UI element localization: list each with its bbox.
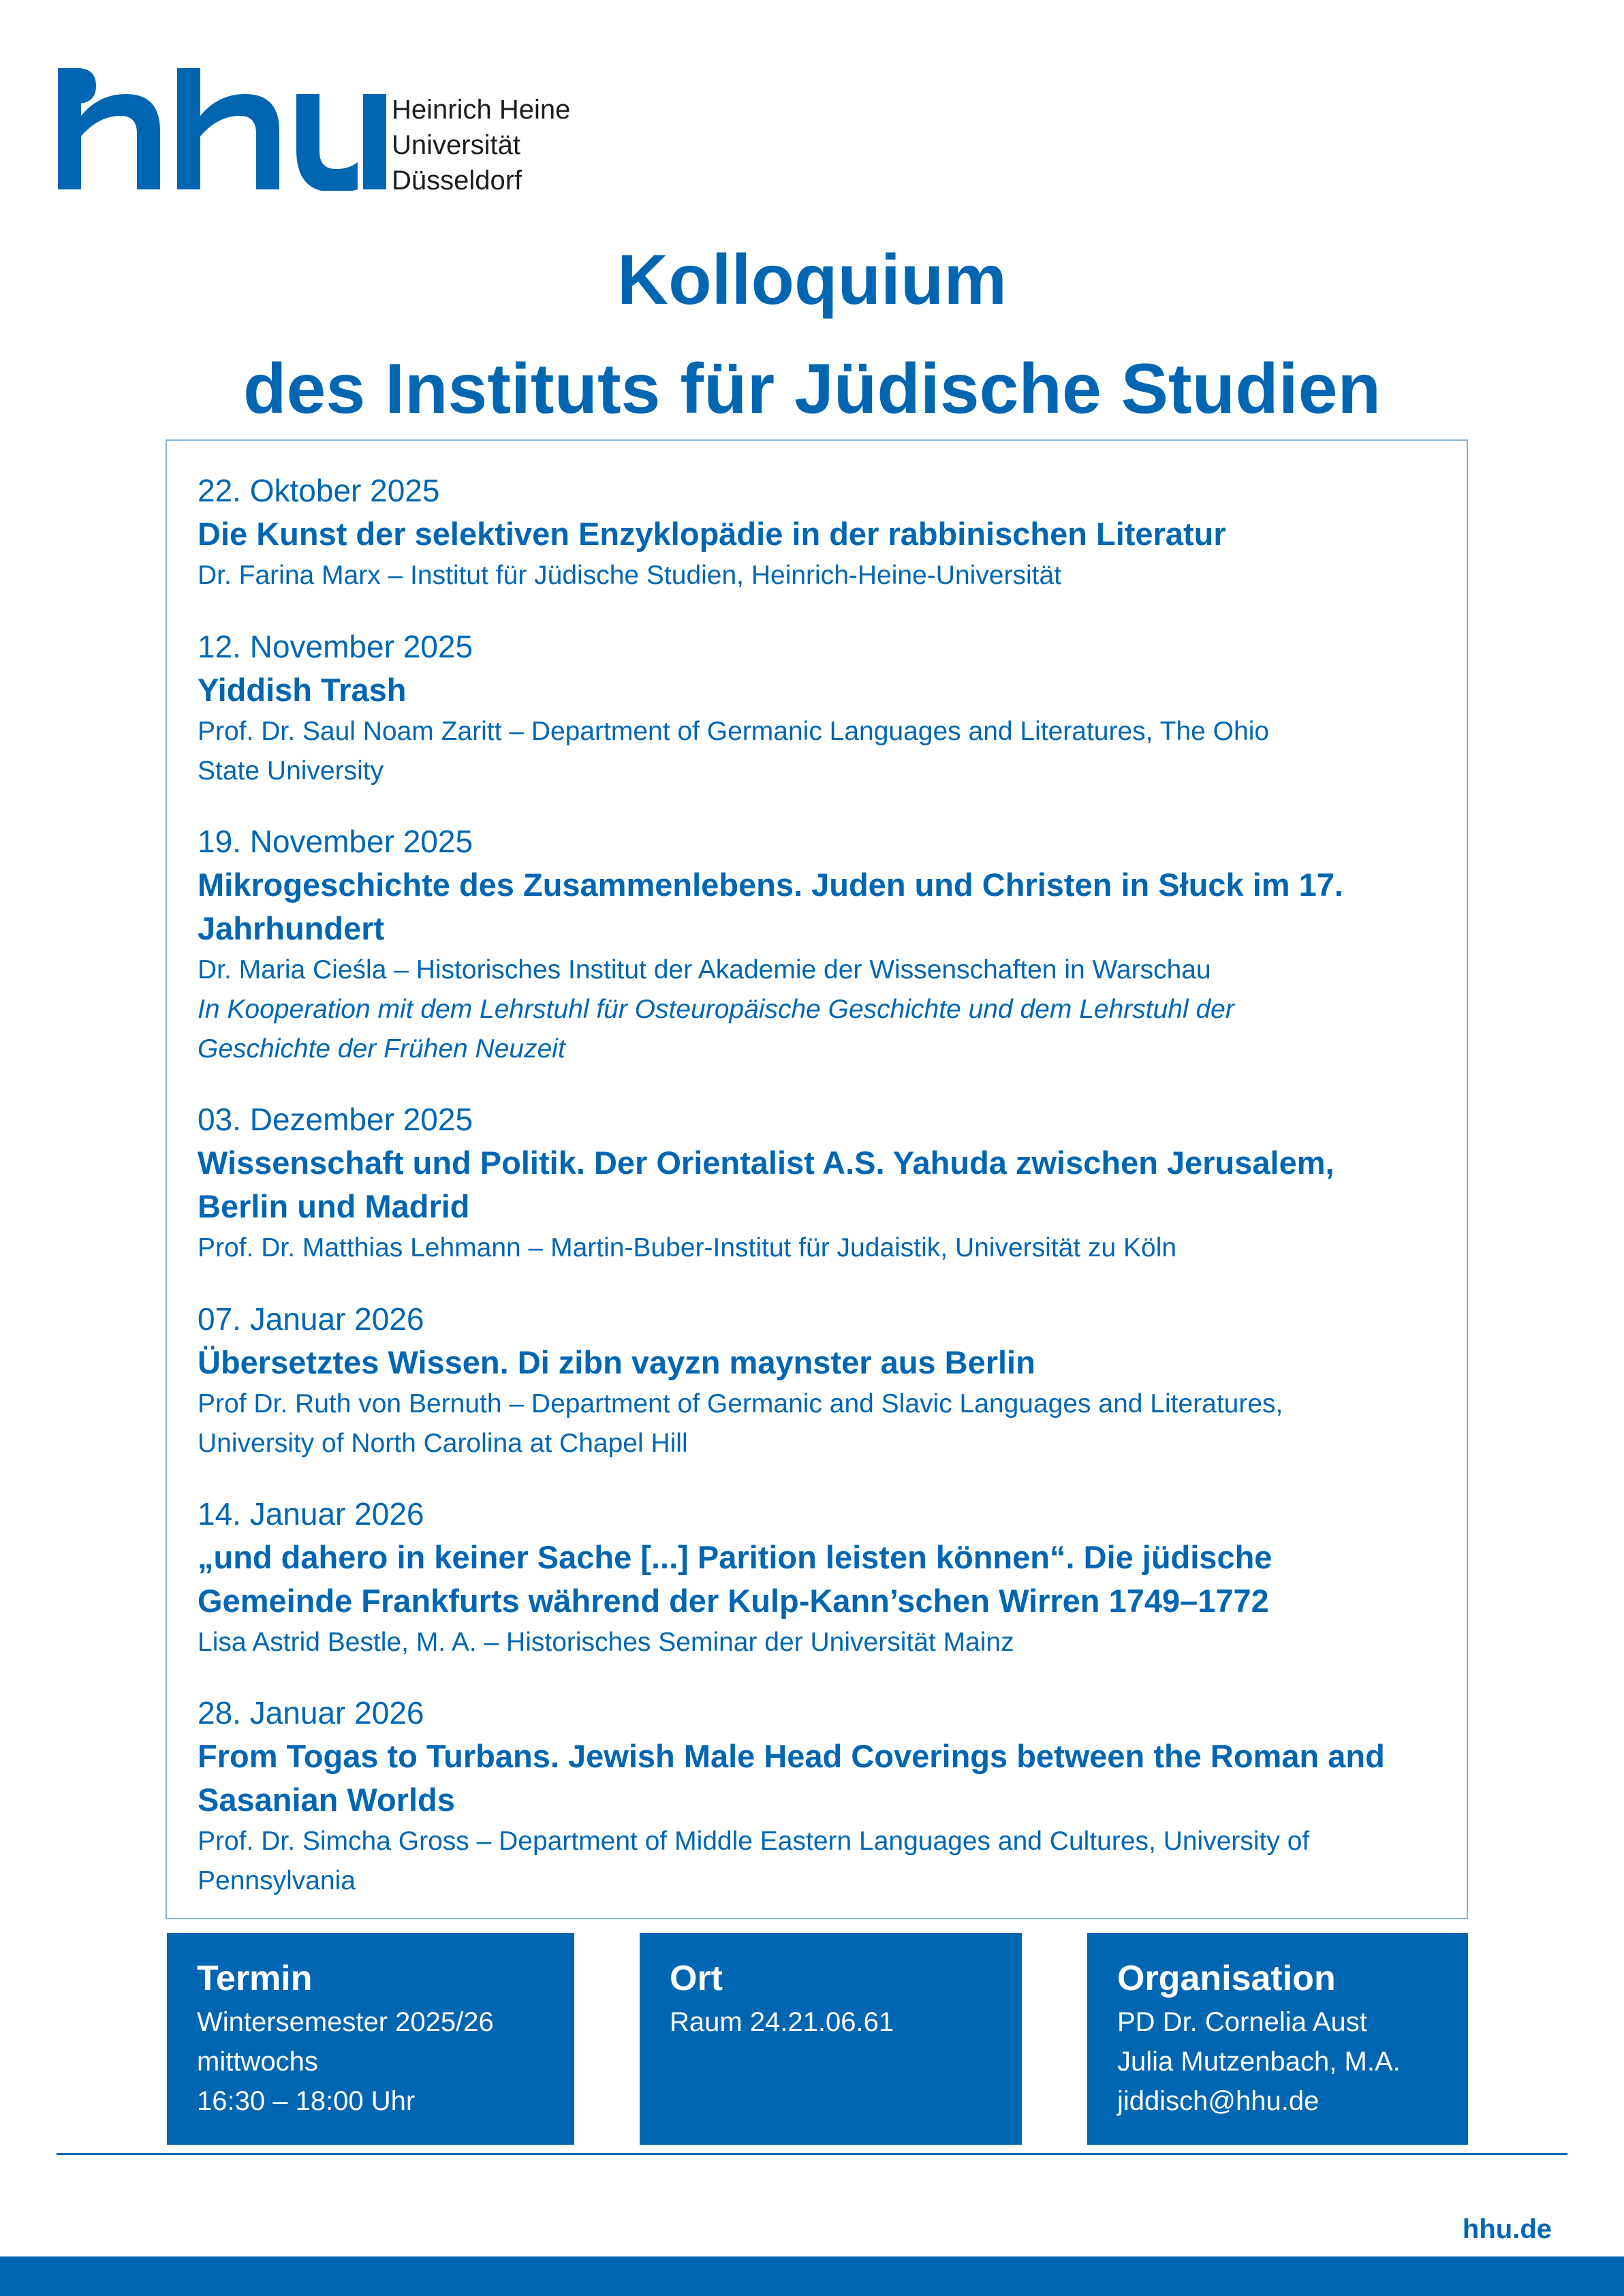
organisation-line: PD Dr. Cornelia Aust [1117, 2007, 1367, 2037]
program-entry [198, 1098, 1451, 1268]
hhu-wordmark-logo [58, 68, 358, 191]
termin-line: Wintersemester 2025/26 [197, 2007, 494, 2037]
entry-speaker: Prof. Dr. Simcha Gross – Department of Middle Eastern Languages and Cultures, University of [198, 1827, 1310, 1856]
page-title-line-1: Kolloquium [617, 241, 1007, 320]
entry-date: 03. Dezember 2025 [198, 1102, 473, 1137]
footer-url-link[interactable]: hhu.de [1462, 2214, 1552, 2244]
entry-title: Mikrogeschichte des Zusammenlebens. Juden und Christen in Słuck im 17. [198, 867, 1343, 903]
entry-title: Übersetztes Wissen. Di zibn vayzn maynster aus Berlin [198, 1344, 1035, 1380]
organisation-box [1087, 1933, 1468, 2145]
entry-speaker: Dr. Maria Cieśla – Historisches Institut der Akademie der Wissenschaften in Warschau [198, 955, 1211, 984]
university-line-1: Heinrich Heine [392, 95, 571, 125]
entry-speaker: Lisa Astrid Bestle, M. A. – Historisches Seminar der Universität Mainz [198, 1628, 1014, 1657]
program-entry [198, 1691, 1451, 1901]
ort-line: Raum 24.21.06.61 [670, 2007, 894, 2037]
footer-divider [57, 2153, 1567, 2155]
entry-date: 14. Januar 2026 [198, 1496, 424, 1532]
program-entry [198, 1297, 1451, 1463]
organisation-heading: Organisation [1117, 1959, 1336, 1998]
university-line-3: Düsseldorf [392, 166, 522, 196]
termin-line: 16:30 – 18:00 Uhr [197, 2086, 416, 2116]
entry-title: Sasanian Worlds [198, 1782, 455, 1818]
entry-date: 22. Oktober 2025 [198, 473, 440, 508]
entry-title: Gemeinde Frankfurts während der Kulp-Kann’schen Wirren 1749–1772 [198, 1583, 1269, 1619]
termin-heading: Termin [197, 1959, 313, 1998]
entry-date: 19. November 2025 [198, 824, 473, 859]
entry-speaker: State University [198, 756, 384, 786]
university-line-2: Universität [392, 130, 520, 160]
university-name [392, 92, 570, 198]
entry-note: Geschichte der Frühen Neuzeit [198, 1034, 565, 1064]
entry-title: Wissenschaft und Politik. Der Orientalist A.S. Yahuda zwischen Jerusalem, [198, 1145, 1334, 1181]
entry-date: 12. November 2025 [198, 629, 473, 664]
program-entry [198, 625, 1451, 791]
logo-tab-shape [58, 68, 96, 104]
page-title-line-2: des Instituts für Jüdische Studien [243, 350, 1381, 429]
hhu-logo [58, 68, 603, 204]
organisation-line: Julia Mutzenbach, M.A. [1117, 2047, 1401, 2077]
termin-box [167, 1933, 574, 2145]
entry-title: „und dahero in keiner Sache [...] Parition leisten können“. Die jüdische [198, 1539, 1272, 1575]
entry-note: In Kooperation mit dem Lehrstuhl für Osteuropäische Geschichte und dem Lehrstuhl der [198, 995, 1234, 1024]
organisation-email[interactable]: jiddisch@hhu.de [1117, 2086, 1320, 2116]
entry-title: Jahrhundert [198, 910, 385, 946]
entry-title: Die Kunst der selektiven Enzyklopädie in der rabbinischen Literatur [198, 516, 1226, 552]
entry-speaker: Prof. Dr. Saul Noam Zaritt – Department of Germanic Languages and Literatures, The Ohio [198, 717, 1270, 746]
entry-date: 07. Januar 2026 [198, 1301, 424, 1337]
entry-speaker: Prof. Dr. Matthias Lehmann – Martin-Buber-Institut für Judaistik, Universität zu Köln [198, 1233, 1177, 1262]
hhu-u-right-stem [329, 94, 386, 193]
program-entry [198, 820, 1451, 1069]
entry-title: From Togas to Turbans. Jewish Male Head Coverings between the Roman and [198, 1738, 1385, 1774]
entry-speaker: Dr. Farina Marx – Institut für Jüdische Studien, Heinrich-Heine-Universität [198, 561, 1061, 590]
entry-title: Berlin und Madrid [198, 1188, 470, 1224]
program-entry [198, 1492, 1451, 1662]
entry-speaker: University of North Carolina at Chapel Hill [198, 1429, 688, 1458]
bottom-bar [0, 2256, 1624, 2296]
ort-heading: Ort [670, 1959, 723, 1998]
entry-speaker: Pennsylvania [198, 1866, 356, 1895]
entry-date: 28. Januar 2026 [198, 1695, 424, 1731]
entry-title: Yiddish Trash [198, 672, 407, 708]
program-entry [198, 469, 1451, 595]
entry-speaker: Prof Dr. Ruth von Bernuth – Department of Germanic and Slavic Languages and Literatures, [198, 1389, 1283, 1418]
ort-box [640, 1933, 1022, 2145]
termin-line: mittwochs [197, 2047, 318, 2077]
